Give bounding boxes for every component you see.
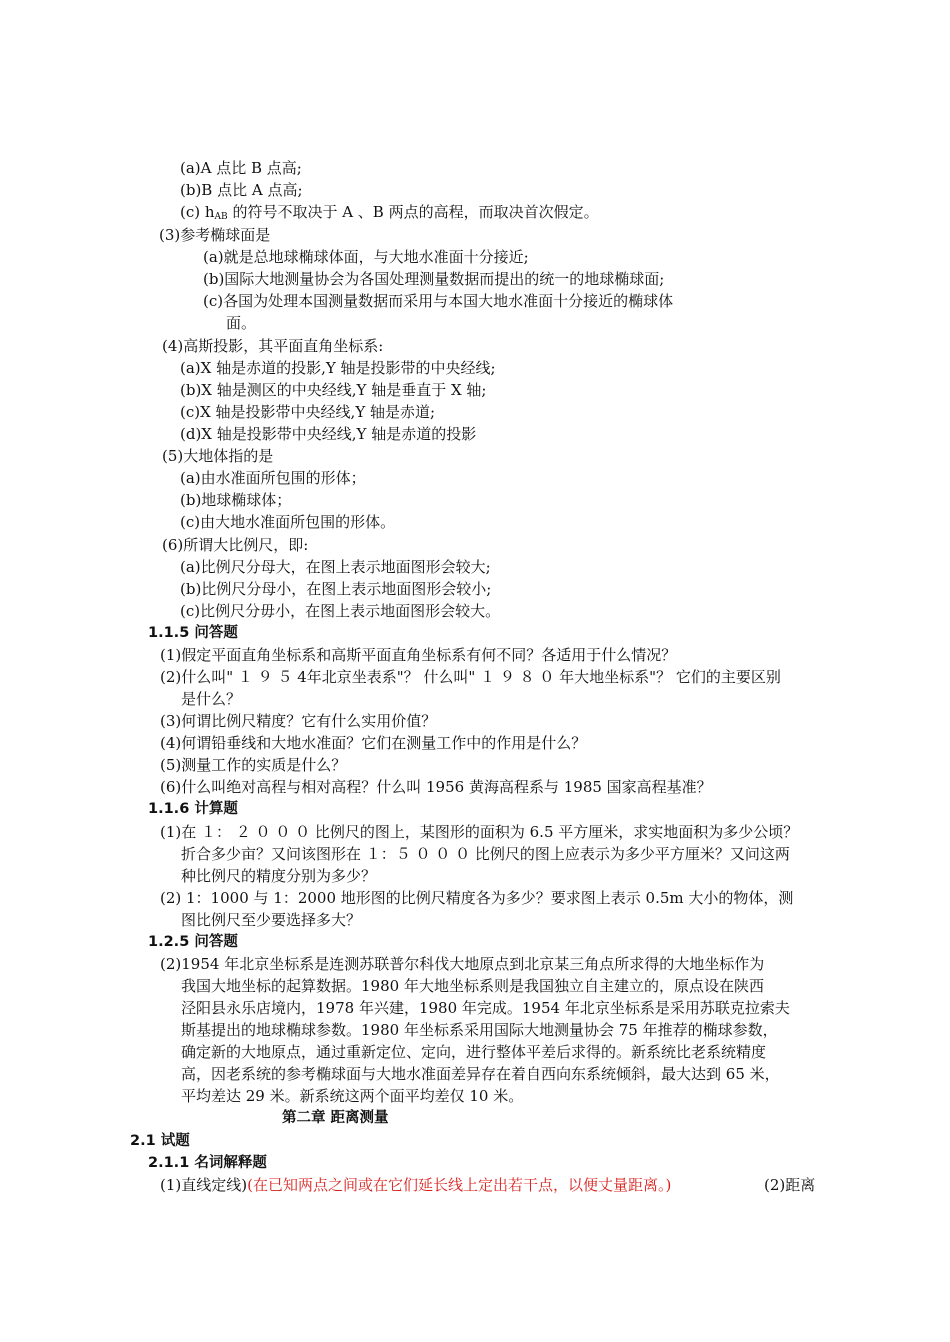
chapter-title: 第二章 距离测量 xyxy=(282,1110,389,1126)
s115-q3: (3)何谓比例尺精度？它有什么实用价值？ xyxy=(160,712,437,730)
term-line xyxy=(160,1174,671,1196)
q4-option-b: (b)X 轴是测区的中央经线,Y 轴是垂直于 X 轴; xyxy=(180,381,487,399)
q3-stem: (3)参考椭球面是 xyxy=(159,226,271,244)
s116-q1-cont2: 种比例尺的精度分别为多少？ xyxy=(181,867,377,885)
q6-option-a: (a)比例尺分母大，在图上表示地面图形会较大; xyxy=(180,558,491,576)
option-b: (b)B 点比 A 点高; xyxy=(180,181,303,199)
q3-option-c: (c)各国为处理本国测量数据而采用与本国大地水准面十分接近的椭球体 xyxy=(203,292,674,310)
option-c-post: 的符号不取决于 A 、B 两点的高程，而取决首次假定。 xyxy=(227,203,599,221)
s115-q6: (6)什么叫绝对高程与相对高程？什么叫 1956 黄海高程系与 1985 国家高程基准？ xyxy=(160,778,712,796)
option-c-subscript: AB xyxy=(214,212,228,222)
s125-line: (2)1954 年北京坐标系是连测苏联普尔科伐大地原点到北京某三角点所求得的大地坐标作为 xyxy=(160,955,765,973)
s125-line: 斯基提出的地球椭球参数。1980 年坐标系采用国际大地测量协会 75 年推荐的椭球参数， xyxy=(181,1021,778,1039)
heading-1-2-5: 1.2.5 问答题 xyxy=(148,934,238,950)
q6-option-b: (b)比例尺分母小，在图上表示地面图形会较小; xyxy=(180,580,492,598)
heading-2-1-1: 2.1.1 名词解释题 xyxy=(148,1155,267,1171)
s125-line: 确定新的大地原点，通过重新定位、定向，进行整体平差后求得的。新系统比老系统精度 xyxy=(181,1043,767,1061)
q3-option-b: (b)国际大地测量协会为各国处理测量数据而提出的统一的地球椭球面; xyxy=(203,270,665,288)
s125-line: 我国大地坐标的起算数据。1980 年大地坐标系则是我国独立自主建立的，原点设在陕西 xyxy=(181,977,764,995)
s115-q5: (5)测量工作的实质是什么？ xyxy=(160,756,347,774)
q4-option-a: (a)X 轴是赤道的投影,Y 轴是投影带的中央经线; xyxy=(180,359,496,377)
heading-1-1-6: 1.1.6 计算题 xyxy=(148,801,238,817)
term-1: (1)直线定线) xyxy=(160,1176,248,1194)
q5-option-a: (a)由水准面所包围的形体； xyxy=(180,469,366,487)
q4-stem: (4)高斯投影，其平面直角坐标系: xyxy=(162,337,384,355)
q3-option-c-cont: 面。 xyxy=(226,314,257,332)
heading-2-1: 2.1 试题 xyxy=(130,1133,190,1149)
s115-q2-cont: 是什么？ xyxy=(181,690,242,708)
s125-line: 泾阳县永乐店境内，1978 年兴建，1980 年完成。1954 年北京坐标系是采用苏联克拉索夫 xyxy=(181,999,790,1017)
s115-q1: (1)假定平面直角坐标系和高斯平面直角坐标系有何不同？各适用于什么情况？ xyxy=(160,646,677,664)
q5-option-c: (c)由大地水准面所包围的形体。 xyxy=(180,513,396,531)
heading-1-1-5: 1.1.5 问答题 xyxy=(148,625,238,641)
s116-q1: (1)在 １： ２ ０ ０ ０ 比例尺的图上，某图形的面积为 6.5 平方厘米，求实地面积为多少公顷？ xyxy=(160,823,799,841)
q4-option-c: (c)X 轴是投影带中央经线,Y 轴是赤道; xyxy=(180,403,436,421)
q6-stem: (6)所谓大比例尺，即: xyxy=(162,536,309,554)
q3-option-a: (a)就是总地球椭球体面，与大地水准面十分接近; xyxy=(203,248,529,266)
s116-q1-cont: 折合多少亩？又问该图形在 １：５ ０ ０ ０ 比例尺的图上应表示为多少平方厘米？又问这两 xyxy=(181,845,790,863)
s125-line: 高，因老系统的参考椭球面与大地水准面差异存在着自西向东系统倾斜，最大达到 65 米， xyxy=(181,1065,780,1083)
q6-option-c: (c)比例尺分毋小，在图上表示地面图形会较大。 xyxy=(180,602,501,620)
q5-stem: (5)大地体指的是 xyxy=(162,447,274,465)
s125-line: 平均差达 29 米。新系统这两个面平均差仅 10 米。 xyxy=(181,1087,524,1105)
s116-q2: (2) 1：1000 与 1：2000 地形图的比例尺精度各为多少？要求图上表示 0.5m 大小的物体，测 xyxy=(160,889,794,907)
s115-q4: (4)何谓铅垂线和大地水准面？它们在测量工作中的作用是什么？ xyxy=(160,734,587,752)
option-a: (a)A 点比 B 点高; xyxy=(180,159,302,177)
term-2: (2)距离 xyxy=(764,1176,816,1194)
term-1-definition: (在已知两点之间或在它们延长线上定出若干点，以便丈量距离。) xyxy=(247,1176,672,1194)
option-c-pre: (c) h xyxy=(180,203,215,221)
s116-q2-cont: 图比例尺至少要选择多大？ xyxy=(181,911,362,929)
q4-option-d: (d)X 轴是投影带中央经线,Y 轴是赤道的投影 xyxy=(180,425,477,443)
s115-q2: (2)什么叫" １ ９ ５ 4年北京坐表系"？ 什么叫" １ ９ ８ ０ 年大地坐标系"？ 它们的主要区别 xyxy=(160,668,781,686)
q5-option-b: (b)地球椭球体； xyxy=(180,491,292,509)
